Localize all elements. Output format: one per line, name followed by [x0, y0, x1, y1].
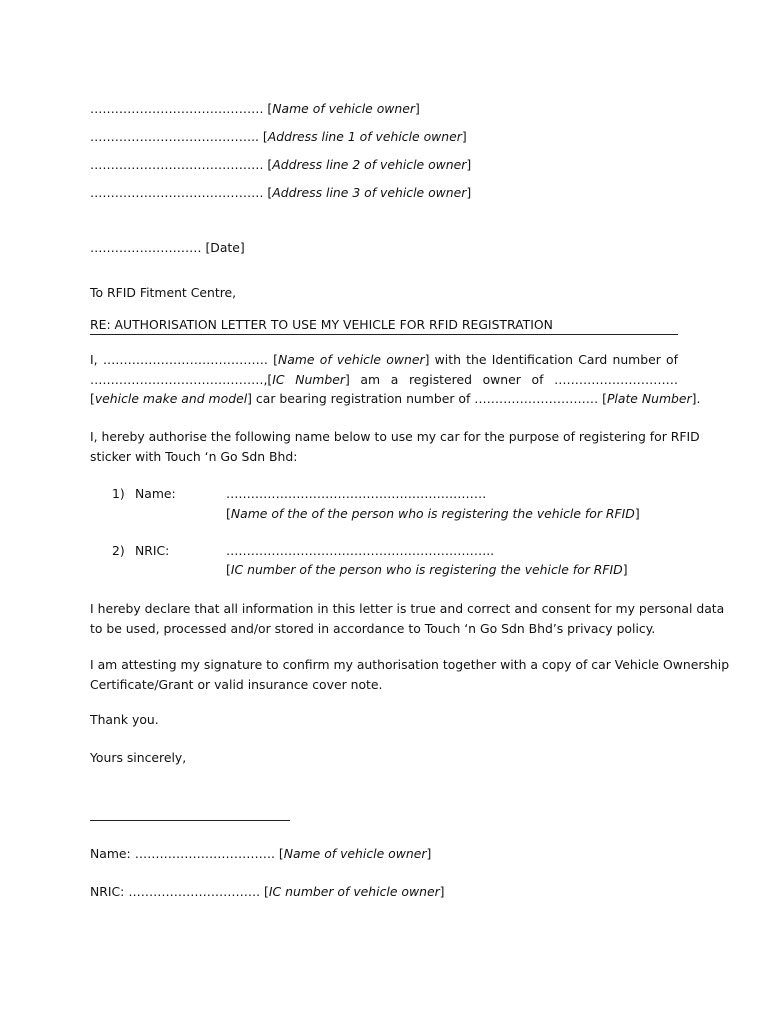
paragraph-attestation — [90, 655, 730, 694]
item-number: 1) — [112, 486, 125, 501]
field-hint: Address line 3 of vehicle owner — [272, 185, 467, 200]
field-hint: Name of vehicle owner — [272, 101, 415, 116]
subject-heading: RE: AUTHORISATION LETTER TO USE MY VEHICLE FOR RFID REGISTRATION — [90, 317, 678, 335]
item-hint: [IC number of the person who is registering the vehicle for RFID] — [226, 562, 628, 577]
para-line: I, hereby authorise the following name below to use my car for the purpose of registering for RFID — [90, 429, 700, 444]
fill-dots: ………………….………. — [128, 884, 261, 899]
item-hint: [Name of the of the person who is registering the vehicle for RFID] — [226, 506, 640, 521]
para-line: Certificate/Grant or valid insurance cover note. — [90, 676, 383, 692]
field-hint: IC number of vehicle owner — [268, 884, 440, 899]
recipient: To RFID Fitment Centre, — [90, 285, 237, 300]
fill-dots: ………………………………….. — [90, 129, 259, 144]
field-hint: Address line 1 of vehicle owner — [267, 129, 462, 144]
owner-name-line: …………………………………… [Name of vehicle owner] — [90, 101, 420, 116]
signature-nric-line: NRIC: ………………….………. [IC number of vehicle owner] — [90, 884, 445, 899]
fill-dots: …………………………………… — [90, 185, 264, 200]
field-hint: Date — [210, 240, 240, 255]
fill-dots: …………………………………… — [90, 101, 264, 116]
fill-dots: ……………………… — [90, 240, 202, 255]
closing-text: Yours sincerely, — [90, 750, 187, 765]
field-label: Name: — [90, 846, 131, 861]
fill-dots: ……………………………………………………… — [226, 486, 487, 501]
signature-line — [90, 820, 290, 821]
para-line: to be used, processed and/or stored in accordance to Touch ‘n Go Sdn Bhd’s privacy policy. — [90, 620, 656, 636]
fill-dots: …………………………………… — [90, 157, 264, 172]
para-line: I, …………………………………. [Name of vehicle owner] with the Identification Card number of — [90, 352, 679, 367]
item-label: Name: — [135, 486, 176, 501]
item-label: NRIC: — [135, 543, 170, 558]
field-label: NRIC: — [90, 884, 125, 899]
paragraph-declaration — [90, 599, 725, 638]
signature-name-line: Name: ……………………………. [Name of vehicle owner] — [90, 846, 432, 861]
authorised-name-item — [0, 486, 768, 526]
para-line: sticker with Touch ‘n Go Sdn Bhd: — [90, 448, 298, 464]
para-line: ……………………………………,[IC Number] am a registered owner of ………………………… — [90, 371, 678, 387]
fill-dots: ……………………………. — [134, 846, 275, 861]
paragraph-authorisation — [90, 427, 700, 466]
address-line-3: …………………………………… [Address line 3 of vehicle owner] — [90, 185, 472, 200]
fill-dots: ……………………………………………………….. — [226, 543, 495, 558]
thanks-text: Thank you. — [90, 712, 159, 727]
authorised-nric-item — [0, 543, 768, 583]
date-line: ……………………… [Date] — [90, 240, 245, 255]
item-number: 2) — [112, 543, 125, 558]
paragraph-owner-details — [90, 350, 701, 409]
field-hint: Name of vehicle owner — [283, 846, 427, 861]
para-line: I hereby declare that all information in this letter is true and correct and consent for my personal data — [90, 601, 725, 616]
address-line-2: …………………………………… [Address line 2 of vehicle owner] — [90, 157, 472, 172]
address-line-1: ………………………………….. [Address line 1 of vehicle owner] — [90, 129, 467, 144]
para-line: [vehicle make and model] car bearing registration number of ………………………… [Plate Number]. — [90, 391, 701, 406]
field-hint: Address line 2 of vehicle owner — [272, 157, 467, 172]
para-line: I am attesting my signature to confirm my authorisation together with a copy of car Vehicle Ownership — [90, 657, 730, 672]
